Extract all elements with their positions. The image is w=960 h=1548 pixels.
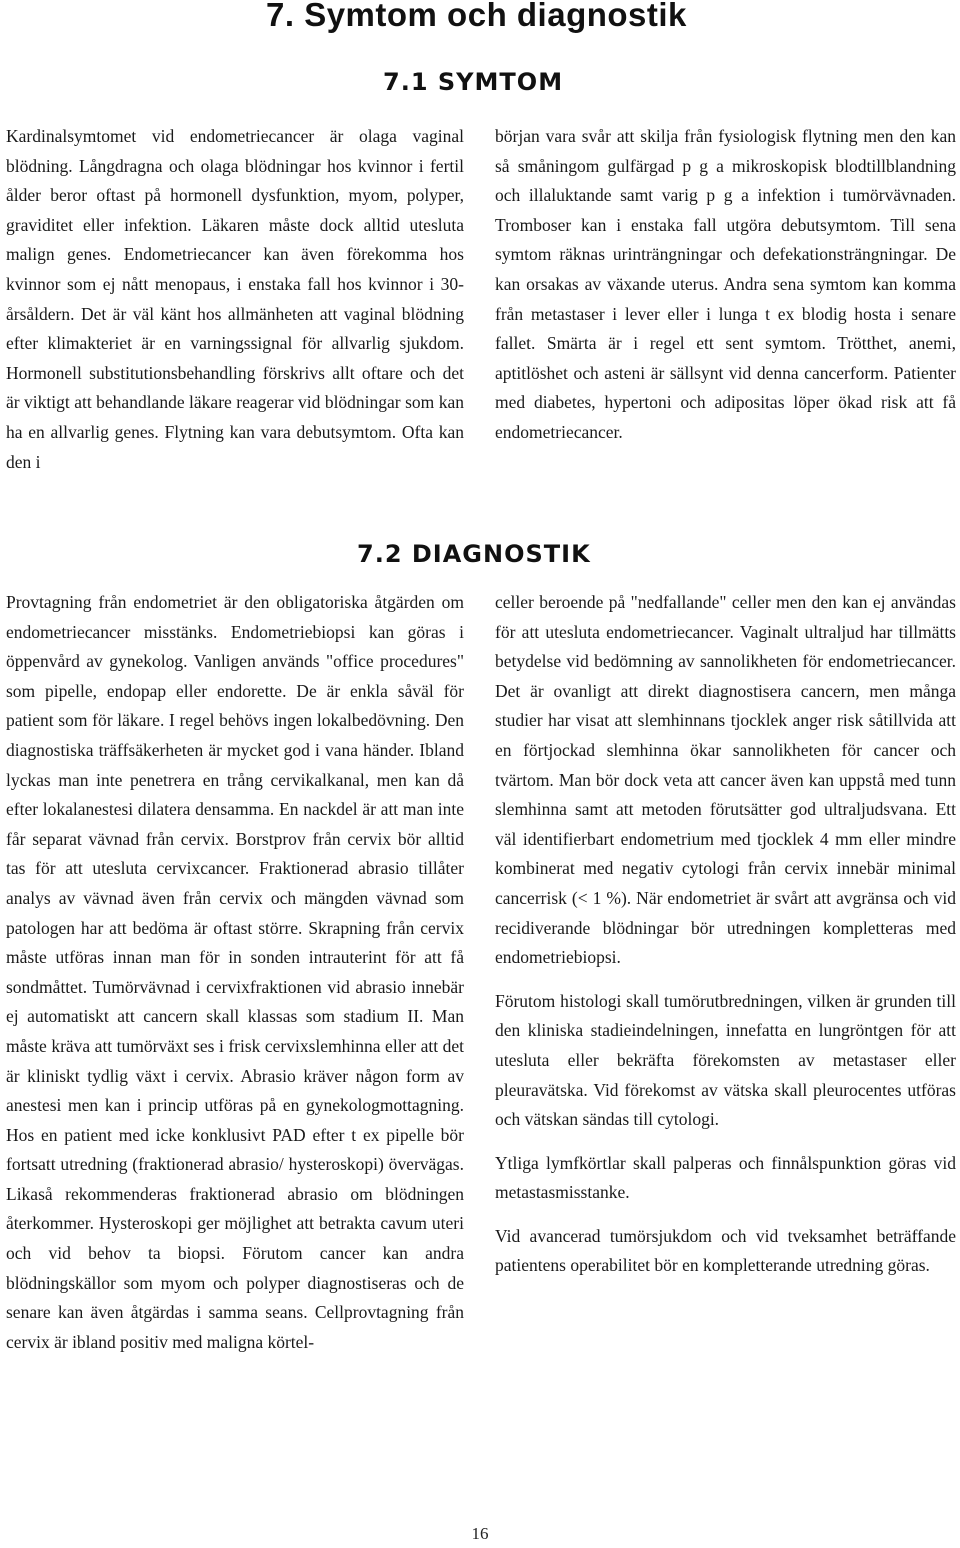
symtom-right-paragraph: början vara svår att skilja från fysiologisk flytning men den kan så småningom gulfärgad p g a mikroskopisk blodtillblandning och illaluktande samt varig p g a infektion i tumörvävnaden. Tromboser kan i enstaka fall utgöra debutsymtom. Till sena symtom räknas urinträngningar och defekationsträngningar. De kan orsakas av växande uterus. Andra sena symtom kan komma från metastaser i lever eller i lunga t ex blodig hosta i senare fallet. Smärta är i regel ett sent symtom. Trötthet, anemi, aptitlöshet och asteni är sällsynt vid denna cancerform. Patienter med diabetes, hypertoni och adipositas löper ökad risk att få endometriecancer. [495, 126, 956, 442]
diagnostik-right-paragraph-2: Förutom histologi skall tumörutbredningen, vilken är grunden till den kliniska stadieindelningen, innefatta en lungröntgen för att utesluta eller bekräfta förekomsten av metastaser eller pleuravätska. Vid förekomst av vätska skall pleurocentes utföras och vätskan sändas till cytologi. [495, 990, 956, 1130]
symtom-left-column [6, 122, 464, 477]
page-number: 16 [471, 1524, 489, 1543]
chapter-title: 7. Symtom och diagnostik [266, 0, 687, 33]
diagnostik-left-column [6, 588, 464, 1357]
symtom-left-paragraph: Kardinalsymtomet vid endometriecancer är olaga vaginal blödning. Långdragna och olaga blödningar hos kvinnor i fertil ålder beror oftast på hormonell dysfunktion, myom, polyper, graviditet eller infektion. Läkaren måste dock alltid utesluta malign genes. Endometriecancer kan även förekomma hos kvinnor som ej nått menopaus, i enstaka fall hos kvinnor i 30-årsåldern. Det är väl känt hos allmänheten att vaginal blödning efter klimakteriet är en varningssignal för allvarlig sjukdom. Hormonell substitutionsbehandling förskrivs allt oftare och det är viktigt att behandlande läkare reagerar vid blödningar som kan ha en allvarlig genes. Flytning kan vara debutsymtom. Ofta kan den i [6, 126, 464, 472]
diagnostik-right-paragraph-4: Vid avancerad tumörsjukdom och vid tveksamhet beträffande patientens operabilitet bör en kompletterande utredning göras. [495, 1225, 956, 1276]
section-heading-symtom: 7.1 SYMTOM [383, 68, 564, 96]
diagnostik-right-column [495, 588, 956, 1281]
symtom-right-column [495, 122, 956, 448]
diagnostik-right-paragraph-3: Ytliga lymfkörtlar skall palperas och finnålspunktion göras vid metastasmisstanke. [495, 1152, 956, 1203]
diagnostik-right-paragraph-1: celler beroende på "nedfallande" celler men den kan ej användas för att utesluta endometriecancer. Vaginalt ultraljud har tillmätts betydelse vid bedömning av sannolikheten för endometriecancer. Det är ovanligt att direkt diagnostisera cancern, men många studier har visat att slemhinnans tjocklek anger risk såtillvida att en förtjockad slemhinna ökar sannolikheten för cancer och tvärtom. Man bör dock veta att cancer även kan uppstå med tunn slemhinna samt att metoden förutsätter god ultraljudsvana. Ett väl identifierbart endometrium med tjocklek 4 mm eller mindre kombinerat med negativ cytologi från cervix innebär minimal cancerrisk (< 1 %). När endometriet är svårt att avgränsa och vid recidiverande blödningar bör utredningen kompletteras med endometriebiopsi. [495, 592, 956, 968]
diagnostik-left-paragraph: Provtagning från endometriet är den obligatoriska åtgärden om endometriecancer misstänks. Endometriebiopsi kan göras i öppenvård av gynekolog. Vanligen används "office procedures" som pipelle, endopap eller endorette. De är enkla såväl för patient som för läkare. I regel behövs ingen lokalbedövning. Den diagnostiska träffsäkerheten är mycket god i vana händer. Ibland lyckas man inte penetrera en trång cervikalkanal, men kan då efter lokalanestesi dilatera densamma. En nackdel är att man inte får separat vävnad från cervix. Borstprov från cervix bör alltid tas för att utesluta cervixcancer. Fraktionerad abrasio tillåter analys av vävnad även från cervix och mängden vävnad som patologen har att bedöma är oftast större. Skrapning från cervix måste utföras innan man för in sonden intrauterint för att få sondmåttet. Tumörvävnad i cervixfraktionen vid abrasio innebär ej automatiskt att cancern skall klassas som stadium II. Man måste kräva att tumörväxt ses i frisk cervixslemhinna eller att det är kliniskt tydlig växt i cervix. Abrasio kräver någon form av anestesi men kan i princip utföras på en gynekologmottagning. Hos en patient med icke konklusivt PAD efter t ex pipelle bör fortsatt utredning (fraktionerad abrasio/ hysteroskopi) övervägas. Likaså rekommenderas fraktionerad abrasio om blödningen återkommer. Hysteroskopi ger möjlighet att betrakta cavum uteri och vid behov ta biopsi. Förutom cancer kan andra blödningskällor som myom och polyper diagnostiseras och de senare kan även åtgärdas i samma seans. Cellprovtagning från cervix är ibland positiv med maligna körtel- [6, 592, 464, 1352]
section-heading-diagnostik: 7.2 DIAGNOSTIK [357, 540, 591, 568]
